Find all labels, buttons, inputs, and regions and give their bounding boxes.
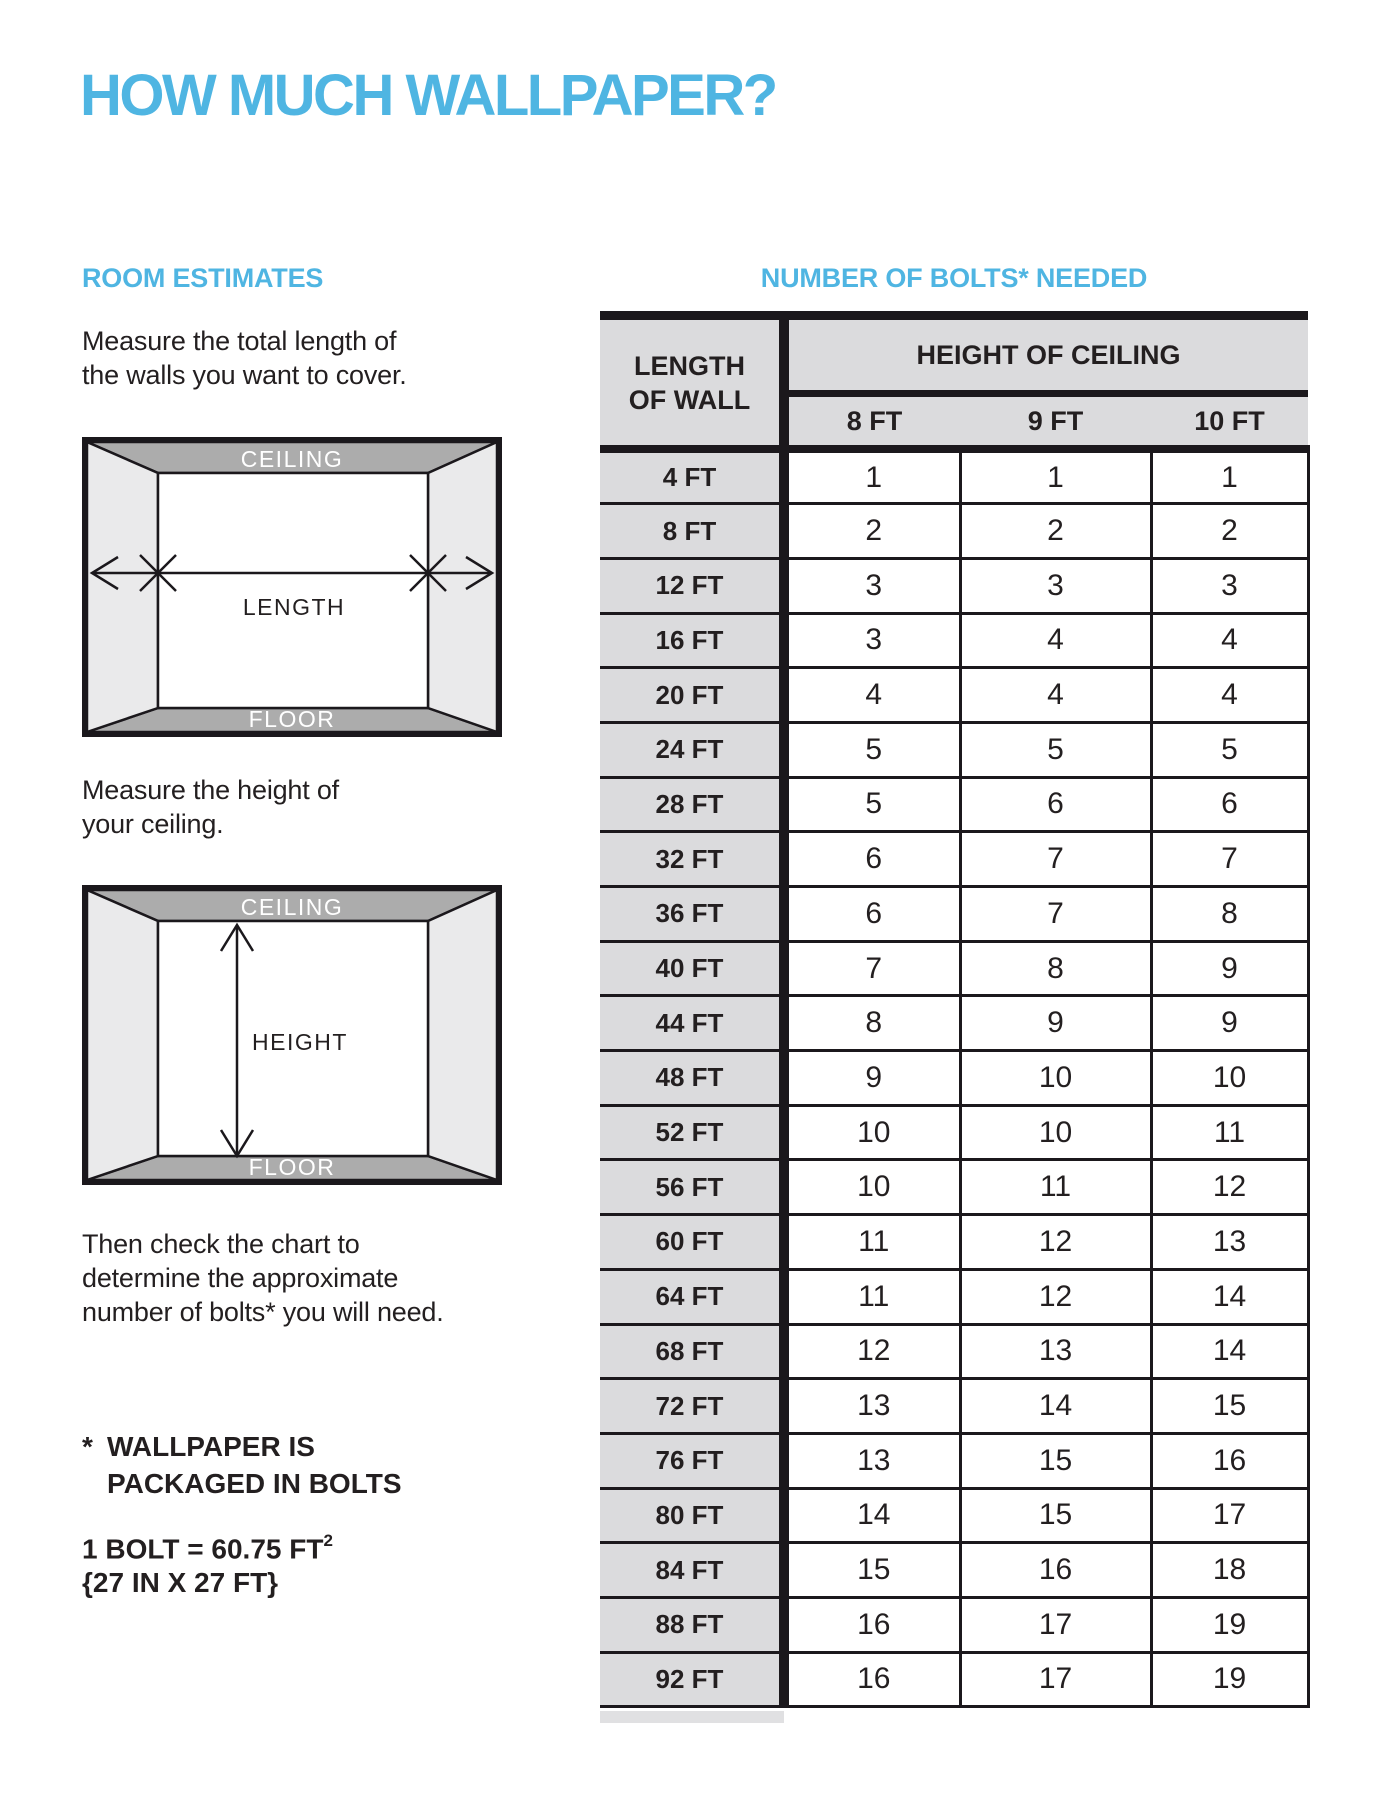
cell-value: 14 [1151,1324,1308,1379]
right-wall [428,890,497,1180]
row-label: 64 FT [600,1269,784,1324]
cell-value: 7 [960,832,1151,887]
row-label: 32 FT [600,832,784,887]
height-of-ceiling-header: HEIGHT OF CEILING [784,316,1308,394]
table-footer-gray-strip [600,1711,784,1723]
footnote-line2: PACKAGED IN BOLTS [107,1468,402,1499]
cell-value: 13 [784,1433,960,1488]
table-row [600,1597,1308,1652]
cell-value: 10 [960,1105,1151,1160]
row-label: 84 FT [600,1543,784,1598]
cell-value: 16 [1151,1433,1308,1488]
cell-value: 13 [784,1379,960,1434]
cell-value: 17 [960,1652,1151,1707]
left-wall [87,890,158,1180]
footnote-line1: WALLPAPER IS [107,1431,315,1462]
row-label: 20 FT [600,668,784,723]
cell-value: 16 [960,1543,1151,1598]
cell-value: 1 [960,449,1151,504]
row-label: 8 FT [600,504,784,559]
cell-value: 7 [1151,832,1308,887]
cell-value: 7 [960,887,1151,942]
cell-value: 6 [960,777,1151,832]
row-label: 52 FT [600,1105,784,1160]
footnote-text [107,1428,402,1502]
cell-value: 17 [960,1597,1151,1652]
table-row [600,1488,1308,1543]
table-row [600,1269,1308,1324]
table-row [600,1324,1308,1379]
cell-value: 9 [1151,996,1308,1051]
height-label: HEIGHT [252,1029,348,1055]
cell-value: 14 [1151,1269,1308,1324]
back-wall [158,473,428,708]
bolts-table [600,311,1310,1708]
table-row [600,832,1308,887]
row-label: 28 FT [600,777,784,832]
row-label: 4 FT [600,449,784,504]
cell-value: 6 [784,887,960,942]
instruction-step1-line1: Measure the total length of [82,326,397,356]
cell-value: 10 [784,1160,960,1215]
table-row [600,996,1308,1051]
instruction-step1 [82,324,407,392]
cell-value: 13 [1151,1215,1308,1270]
asterisk-marker: * [82,1431,93,1462]
floor-label: FLOOR [248,706,336,732]
table-row [600,613,1308,668]
row-label: 72 FT [600,1379,784,1434]
cell-value: 15 [960,1433,1151,1488]
row-label: 48 FT [600,1051,784,1106]
row-label: 60 FT [600,1215,784,1270]
length-label: LENGTH [242,594,346,620]
table-row [600,1652,1308,1707]
cell-value: 2 [960,504,1151,559]
col-header-8ft: 8 FT [784,394,960,450]
cell-value: 9 [960,996,1151,1051]
table-row [600,558,1308,613]
table-row [600,1543,1308,1598]
row-label: 92 FT [600,1652,784,1707]
row-label: 76 FT [600,1433,784,1488]
row-label: 40 FT [600,941,784,996]
bolt-spec-line2: {27 IN X 27 FT} [82,1567,279,1599]
bolt-spec-line1: 1 BOLT = 60.75 $FT^2$ [82,1531,333,1565]
table-row [600,449,1308,504]
cell-value: 4 [1151,613,1308,668]
cell-value: 2 [1151,504,1308,559]
cell-value: 18 [1151,1543,1308,1598]
cell-value: 5 [960,722,1151,777]
cell-value: 10 [960,1051,1151,1106]
table-row [600,777,1308,832]
cell-value: 6 [1151,777,1308,832]
cell-value: 4 [784,668,960,723]
cell-value: 15 [784,1543,960,1598]
cell-value: 6 [784,832,960,887]
cell-value: 4 [1151,668,1308,723]
cell-value: 3 [784,558,960,613]
table-row [600,504,1308,559]
cell-value: 9 [784,1051,960,1106]
cell-value: 4 [960,668,1151,723]
cell-value: 15 [1151,1379,1308,1434]
instruction-step3 [82,1227,444,1329]
cell-value: 17 [1151,1488,1308,1543]
room-diagram-height [82,885,502,1185]
table-row [600,1379,1308,1434]
cell-value: 15 [960,1488,1151,1543]
row-label: 36 FT [600,887,784,942]
instruction-step2-line1: Measure the height of [82,775,339,805]
row-label: 88 FT [600,1597,784,1652]
ceiling-label: CEILING [240,446,344,472]
table-row [600,1051,1308,1106]
table-row [600,1215,1308,1270]
cell-value: 11 [784,1215,960,1270]
col-header-10ft: 10 FT [1151,394,1308,450]
table-row [600,1433,1308,1488]
right-wall [428,442,497,732]
cell-value: 12 [1151,1160,1308,1215]
instruction-step3-line2: determine the approximate [82,1263,399,1293]
table-row [600,941,1308,996]
row-label: 68 FT [600,1324,784,1379]
cell-value: 5 [784,722,960,777]
page-title: HOW MUCH WALLPAPER? [80,63,776,128]
cell-value: 8 [1151,887,1308,942]
table-header-row-1 [600,316,1308,394]
row-label: 80 FT [600,1488,784,1543]
instruction-step1-line2: the walls you want to cover. [82,360,407,390]
row-label: 16 FT [600,613,784,668]
table-row [600,1105,1308,1160]
cell-value: 14 [960,1379,1151,1434]
left-wall [87,442,158,732]
room-diagram-length [82,437,502,737]
cell-value: 9 [1151,941,1308,996]
cell-value: 3 [1151,558,1308,613]
row-label: 12 FT [600,558,784,613]
cell-value: 13 [960,1324,1151,1379]
cell-value: 8 [784,996,960,1051]
room-estimates-heading: ROOM ESTIMATES [82,263,324,293]
row-label: 44 FT [600,996,784,1051]
col-header-9ft: 9 FT [960,394,1151,450]
table-row [600,668,1308,723]
cell-value: 12 [784,1324,960,1379]
cell-value: 7 [784,941,960,996]
cell-value: 11 [1151,1105,1308,1160]
cell-value: 5 [784,777,960,832]
squared-superscript: 2 [323,1531,333,1550]
row-label: 56 FT [600,1160,784,1215]
cell-value: 2 [784,504,960,559]
table-row [600,1160,1308,1215]
ceiling-label: CEILING [240,894,344,920]
cell-value: 11 [960,1160,1151,1215]
cell-value: 3 [784,613,960,668]
instruction-step3-line1: Then check the chart to [82,1229,360,1259]
row-label: 24 FT [600,722,784,777]
length-of-wall-header: LENGTH OF WALL [600,316,784,450]
cell-value: 1 [784,449,960,504]
cell-value: 10 [1151,1051,1308,1106]
bolt-footnote [82,1428,402,1502]
cell-value: 19 [1151,1652,1308,1707]
bolts-needed-heading: NUMBER OF BOLTS* NEEDED [760,263,1148,293]
table-row [600,887,1308,942]
cell-value: 16 [784,1652,960,1707]
cell-value: 5 [1151,722,1308,777]
cell-value: 16 [784,1597,960,1652]
cell-value: 11 [784,1269,960,1324]
cell-value: 3 [960,558,1151,613]
cell-value: 1 [1151,449,1308,504]
cell-value: 4 [960,613,1151,668]
instruction-step2 [82,773,339,841]
bolt-spec [82,1526,333,1600]
floor-label: FLOOR [248,1154,336,1180]
cell-value: 12 [960,1269,1151,1324]
table-row [600,722,1308,777]
cell-value: 10 [784,1105,960,1160]
instruction-step3-line3: number of bolts* you will need. [82,1297,444,1327]
cell-value: 8 [960,941,1151,996]
cell-value: 14 [784,1488,960,1543]
instruction-step2-line2: your ceiling. [82,809,224,839]
cell-value: 19 [1151,1597,1308,1652]
cell-value: 12 [960,1215,1151,1270]
